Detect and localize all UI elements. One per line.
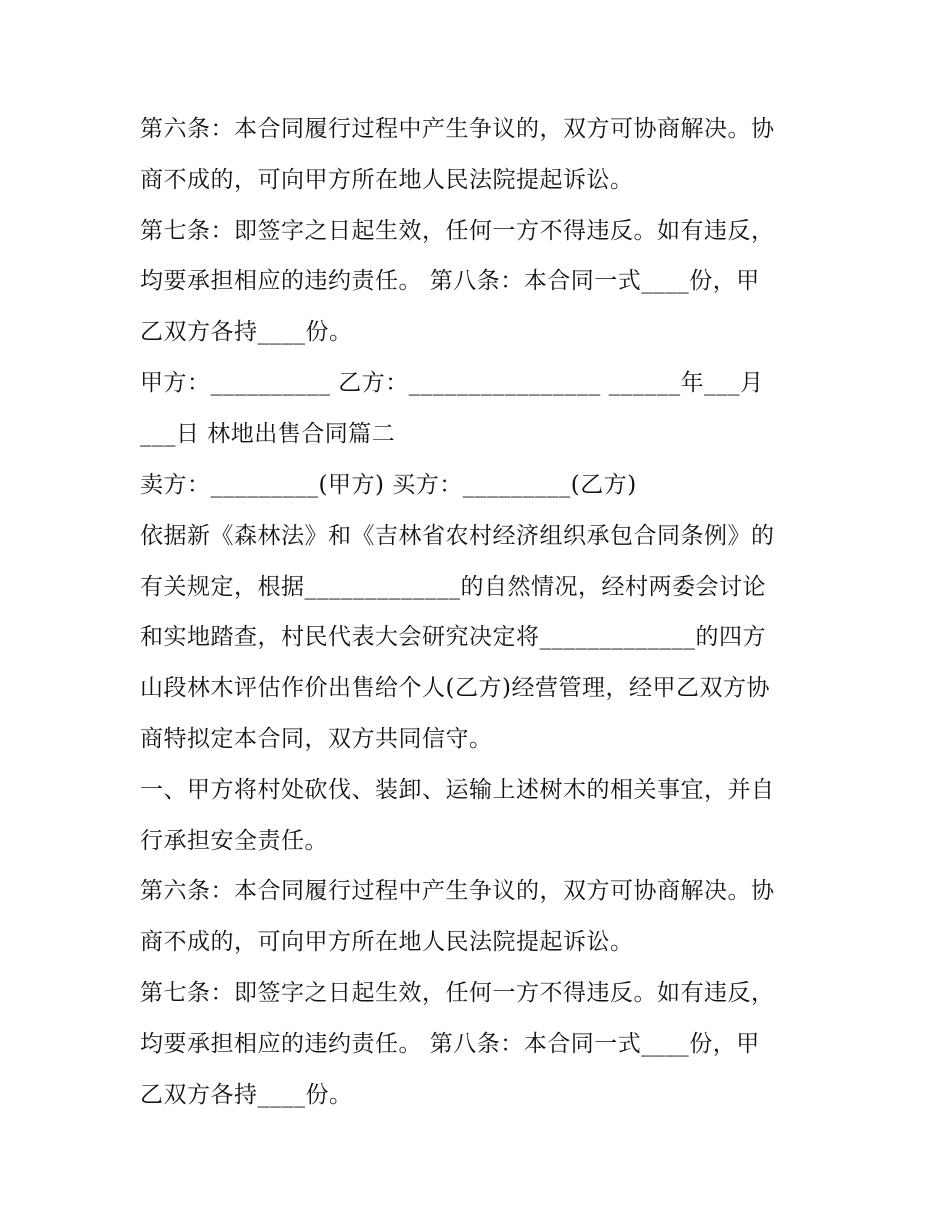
text-line: 第七条：即签字之日起生效，任何一方不得违反。如有违反，: [140, 980, 775, 1006]
text-line: 依据新《森林法》和《吉林省农村经济组织承包合同条例》的: [140, 523, 775, 549]
text-line: 均要承担相应的违约责任。 第八条：本合同一式____份，甲: [140, 268, 760, 294]
text-line: 第六条：本合同履行过程中产生争议的，双方可协商解决。协: [140, 116, 775, 142]
signature-line: 甲方：__________ 乙方：________________ ______年___月: [140, 370, 764, 396]
text-line: 和实地踏查，村民代表大会研究决定将_____________的四方: [140, 624, 766, 650]
text-line: 乙双方各持____份。: [140, 1082, 353, 1108]
text-line: 第六条：本合同履行过程中产生争议的，双方可协商解决。协: [140, 878, 775, 904]
text-line: 均要承担相应的违约责任。 第八条：本合同一式____份，甲: [140, 1031, 760, 1057]
text-line: 商特拟定本合同，双方共同信守。: [140, 726, 493, 752]
text-line: 有关规定，根据_____________的自然情况，经村两委会讨论: [140, 574, 766, 600]
text-line: 商不成的，可向甲方所在地人民法院提起诉讼。: [140, 167, 634, 193]
text-line: 山段林木评估作价出售给个人(乙方)经营管理，经甲乙双方协: [140, 675, 770, 701]
parties-line: 卖方：_________(甲方) 买方：_________(乙方): [140, 472, 637, 498]
text-line: 一、甲方将村处砍伐、装卸、运输上述树木的相关事宜，并自: [140, 777, 775, 803]
text-line: 乙双方各持____份。: [140, 319, 353, 345]
text-line: 第七条：即签字之日起生效，任何一方不得违反。如有违反，: [140, 218, 775, 244]
text-line: 商不成的，可向甲方所在地人民法院提起诉讼。: [140, 929, 634, 955]
section-heading: ___日 林地出售合同篇二: [140, 421, 396, 447]
text-line: 行承担安全责任。: [140, 828, 328, 854]
